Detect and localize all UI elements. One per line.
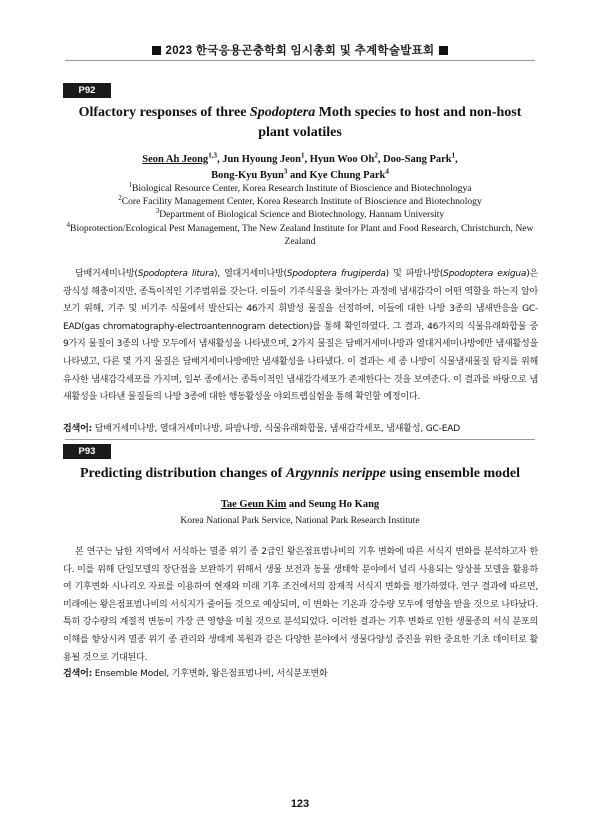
abstract-title: Olfactory responses of three Spodoptera Moth species to host and non-host plant volatiles: [78, 105, 522, 140]
keywords-line: [63, 421, 538, 434]
affiliation-line: $^2$Core Facility Management Center, Korea Research Institute of Bioscience and Biotechnology: [118, 194, 482, 208]
author-affiliation-mark: 1: [451, 151, 456, 160]
author-affiliation-mark: 4: [385, 167, 389, 176]
header-rule: [65, 60, 535, 61]
square-bullet-icon: [439, 46, 448, 55]
author-name: Doo-Sang Park: [383, 154, 452, 165]
keywords-line: [63, 666, 538, 679]
first-author: Tae Geun Kim: [220, 499, 287, 510]
affiliation-line: $^3$Department of Biological Science and Biotechnology, Hannam University: [155, 207, 445, 221]
author-name: Seon Ah Jeong: [142, 154, 209, 165]
keywords-text: Ensemble Model, 기후변화, 왕은점표범나비, 서식분포변화: [94, 669, 328, 679]
author-name: Kye Chung Park: [309, 170, 386, 181]
abstract-badge: P92: [63, 83, 111, 98]
author-name: Hyun Woo Oh: [309, 154, 375, 165]
abstract-badge: P93: [63, 444, 111, 459]
affiliation-list: [58, 182, 542, 248]
author-affiliation-mark: 2: [374, 151, 378, 160]
page-number: 123: [290, 798, 310, 810]
affiliation-line: $^4$Bioprotection/Ecological Pest Management, The New Zealand Institute for Plant and Food Research, Christchurch, New Zealand: [66, 220, 534, 247]
author-name: Bong-Kyu Byun: [211, 170, 284, 181]
author-affiliation-mark: 1,3: [208, 151, 217, 160]
conference-header: [0, 42, 600, 58]
abstract-title: Predicting distribution changes of Argynnis nerippe using ensemble model: [79, 466, 521, 481]
affiliation: Korea National Park Service, National Park Research Institute: [180, 515, 420, 526]
keywords-label: 검색어:: [63, 669, 93, 679]
author-list: Tae Geun Kim and Seung Ho Kang: [220, 499, 380, 510]
author-name: Jun Hyoung Jeon: [222, 154, 301, 165]
keywords-text: 담배거세미나방, 열대거세미나방, 파밤나방, 식물유래화합물, 냄새감각세포, 냄새활성, GC-EAD: [94, 424, 460, 434]
author-affiliation-mark: 3: [283, 167, 288, 176]
section-divider: [65, 439, 535, 440]
author-affiliation-mark: 1: [300, 151, 305, 160]
abstract-body: 담배거세미나방(Spodoptera litura), 열대거세미나방(Spodoptera frugiperda) 및 파밤나방(Spodoptera exigua)은 광식성 해충이지만, 종특이적인 기주범위를 갖는다. 이들이 기주식물을 찾아가는 과정에 냄새감각이 어떤 역할을 하는지 알아보기 위해, 기주 및 비기주 식물에서 발산되는 46가지 휘발성 물질을 선정하여, 이들에 대한 나방 3종의 냄새반응을 GC-EAD(gas chromatography-electroantennogram detection)를 통해 확인하였다. 그 결과, 46가지의 식물유래화합물 중 9가지 물질이 3종의 나방 모두에서 냄새활성을 나타냈으며, 2가지 물질은 담배거세미나방과 열대거세미나방에만 냄새활성을 나타냈고, 다른 몇 가지 물질은 담배거세미나방에만 냄새활성을 나타냈다. 이 결과는 세 종 나방이 식물냄새물질 탐지를 위해 유사한 냄새감각세포를 가지며, 일부 종에서는 종특이적인 냄새감각세포가 존재한다는 것을 보여준다. 이 결과를 바탕으로 냄새활성을 나타낸 물질들의 나방 3종에 대한 행동활성을 야외트랩실험을 통해 확인할 예정이다.: [63, 269, 538, 403]
square-bullet-icon: [152, 46, 161, 55]
affiliation-line: $^1$Biological Resource Center, Korea Research Institute of Bioscience and Biotechnologya: [128, 180, 472, 194]
keywords-label: 검색어:: [63, 424, 93, 434]
abstract-body: 본 연구는 남한 지역에서 서식하는 멸종 위기 종 2급인 왕은점표범나비의 기후 변화에 따른 서식지 변화를 분석하고자 한다. 이를 위해 단일모델의 장단점을 보완하기 위해서 생물 보전과 동물 생태학 분야에서 널리 사용되는 앙상블 모델을 활용하여 기후변화 시나리오 자료를 이용하여 현재와 미래 기후 조건에서의 잠재적 서식지 변화를 평가하였다. 연구 결과에 따르면, 미래에는 왕은점표범나비의 서식지가 줄어들 것으로 예상되며, 이 변화는 기온과 강수량 모두에 영향을 받을 것으로 나타났다. 특히 강수량의 계절적 변동이 가장 큰 영향을 미칠 것으로 분석되었다. 이러한 결과는 기후 변화로 인한 생물종의 서식 분포의 이해를 향상시켜 멸종 위기 종 관리와 생태계 복원과 같은 다양한 분야에서 생물다양성 증진을 위한 중요한 기초 데이터로 활용될 것으로 기대된다.: [63, 547, 538, 663]
conference-title: 2023 한국응용곤충학회 임시총회 및 추계학술발표회: [165, 45, 435, 57]
author-list: Seon Ah Jeong$^{1,3}$, Jun Hyoung Jeon$^1$, Hyun Woo Oh$^2$, Doo-Sang Park$^1$, Bong-Kyu Byun$^3$ and Kye Chung Park$^4$: [142, 151, 458, 181]
